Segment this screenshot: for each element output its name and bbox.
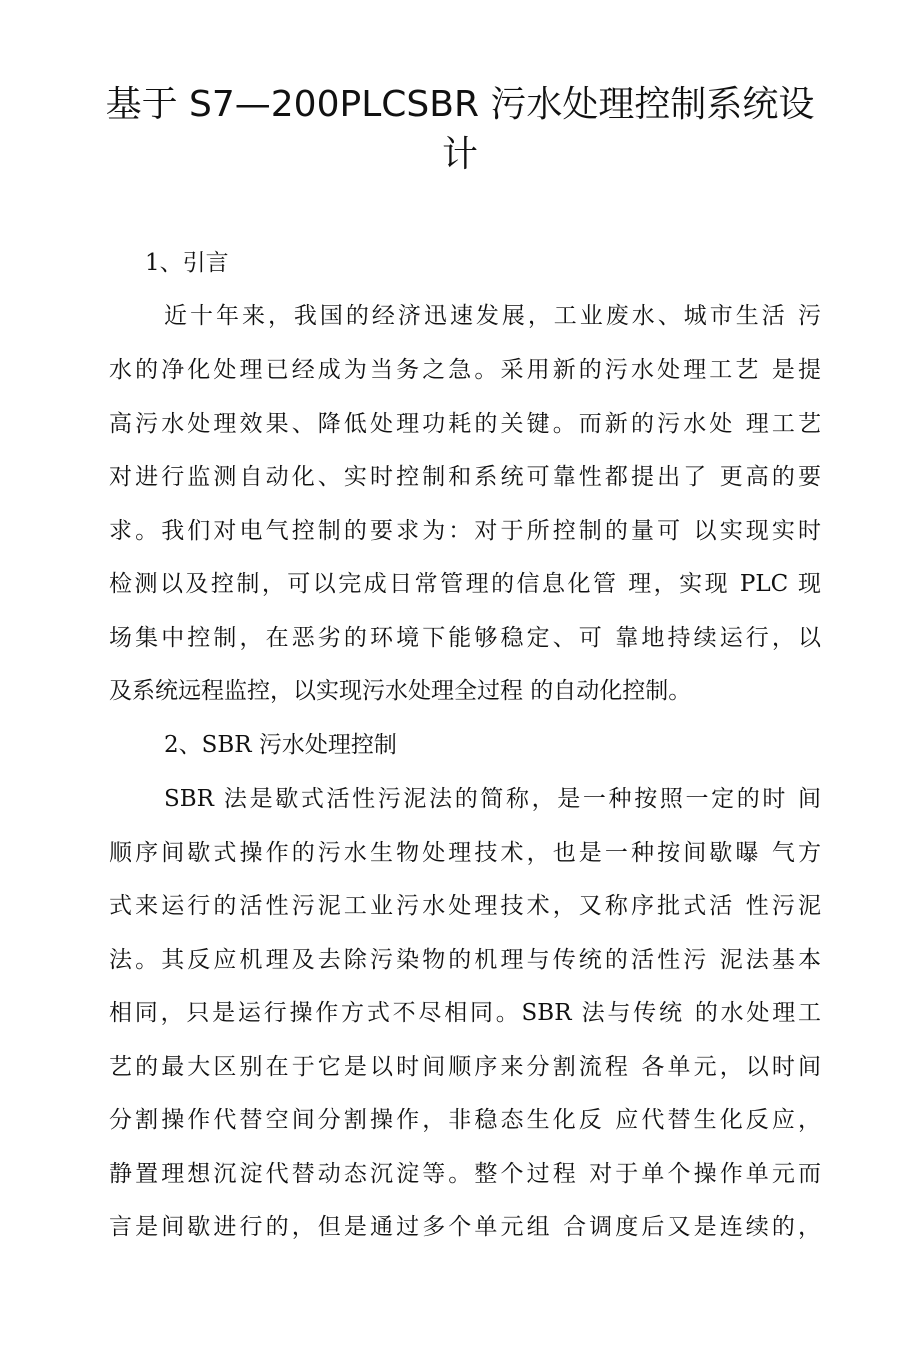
paragraph-line: 顺序间歇式操作的污水生物处理技术，也是一种按间歇曝 气方 — [109, 840, 821, 866]
paragraph-line: 求。我们对电气控制的要求为：对于所控制的量可 以实现实时 — [109, 518, 821, 544]
paragraph-line: 静置理想沉淀代替动态沉淀等。整个过程 对于单个操作单元而 — [109, 1161, 821, 1187]
section-heading-sbr-control: 2、SBR 污水处理控制 — [164, 732, 397, 758]
paragraph-line: 场集中控制，在恶劣的环境下能够稳定、可 靠地持续运行，以 — [109, 625, 821, 651]
paragraph-line: 高污水处理效果、降低处理功耗的关键。而新的污水处 理工艺 — [109, 411, 821, 437]
paragraph-line: 检测以及控制，可以完成日常管理的信息化管 理，实现 PLC 现 — [109, 571, 821, 597]
paragraph-line: 艺的最大区别在于它是以时间顺序来分割流程 各单元，以时间 — [109, 1054, 821, 1080]
paragraph-line: 言是间歇进行的，但是通过多个单元组 合调度后又是连续的， — [109, 1214, 821, 1240]
paragraph-line: 及系统远程监控，以实现污水处理全过程 的自动化控制。 — [109, 678, 692, 704]
document-title: 基于 S7—200PLCSBR 污水处理控制系统设计 — [105, 84, 815, 175]
paragraph-line: 法。其反应机理及去除污染物的机理与传统的活性污 泥法基本 — [109, 947, 821, 973]
paragraph-line: SBR 法是歇式活性污泥法的简称，是一种按照一定的时 间 — [164, 786, 821, 812]
paragraph-line: 式来运行的活性污泥工业污水处理技术，又称序批式活 性污泥 — [109, 893, 821, 919]
paragraph-line: 水的净化处理已经成为当务之急。采用新的污水处理工艺 是提 — [109, 357, 821, 383]
paragraph-line: 近十年来，我国的经济迅速发展，工业废水、城市生活 污 — [164, 303, 821, 329]
paragraph-line: 分割操作代替空间分割操作，非稳态生化反 应代替生化反应， — [109, 1107, 821, 1133]
paragraph-line: 对进行监测自动化、实时控制和系统可靠性都提出了 更高的要 — [109, 464, 821, 490]
section-heading-introduction: 1、引言 — [145, 250, 229, 276]
paragraph-line: 相同，只是运行操作方式不尽相同。SBR 法与传统 的水处理工 — [109, 1000, 821, 1026]
